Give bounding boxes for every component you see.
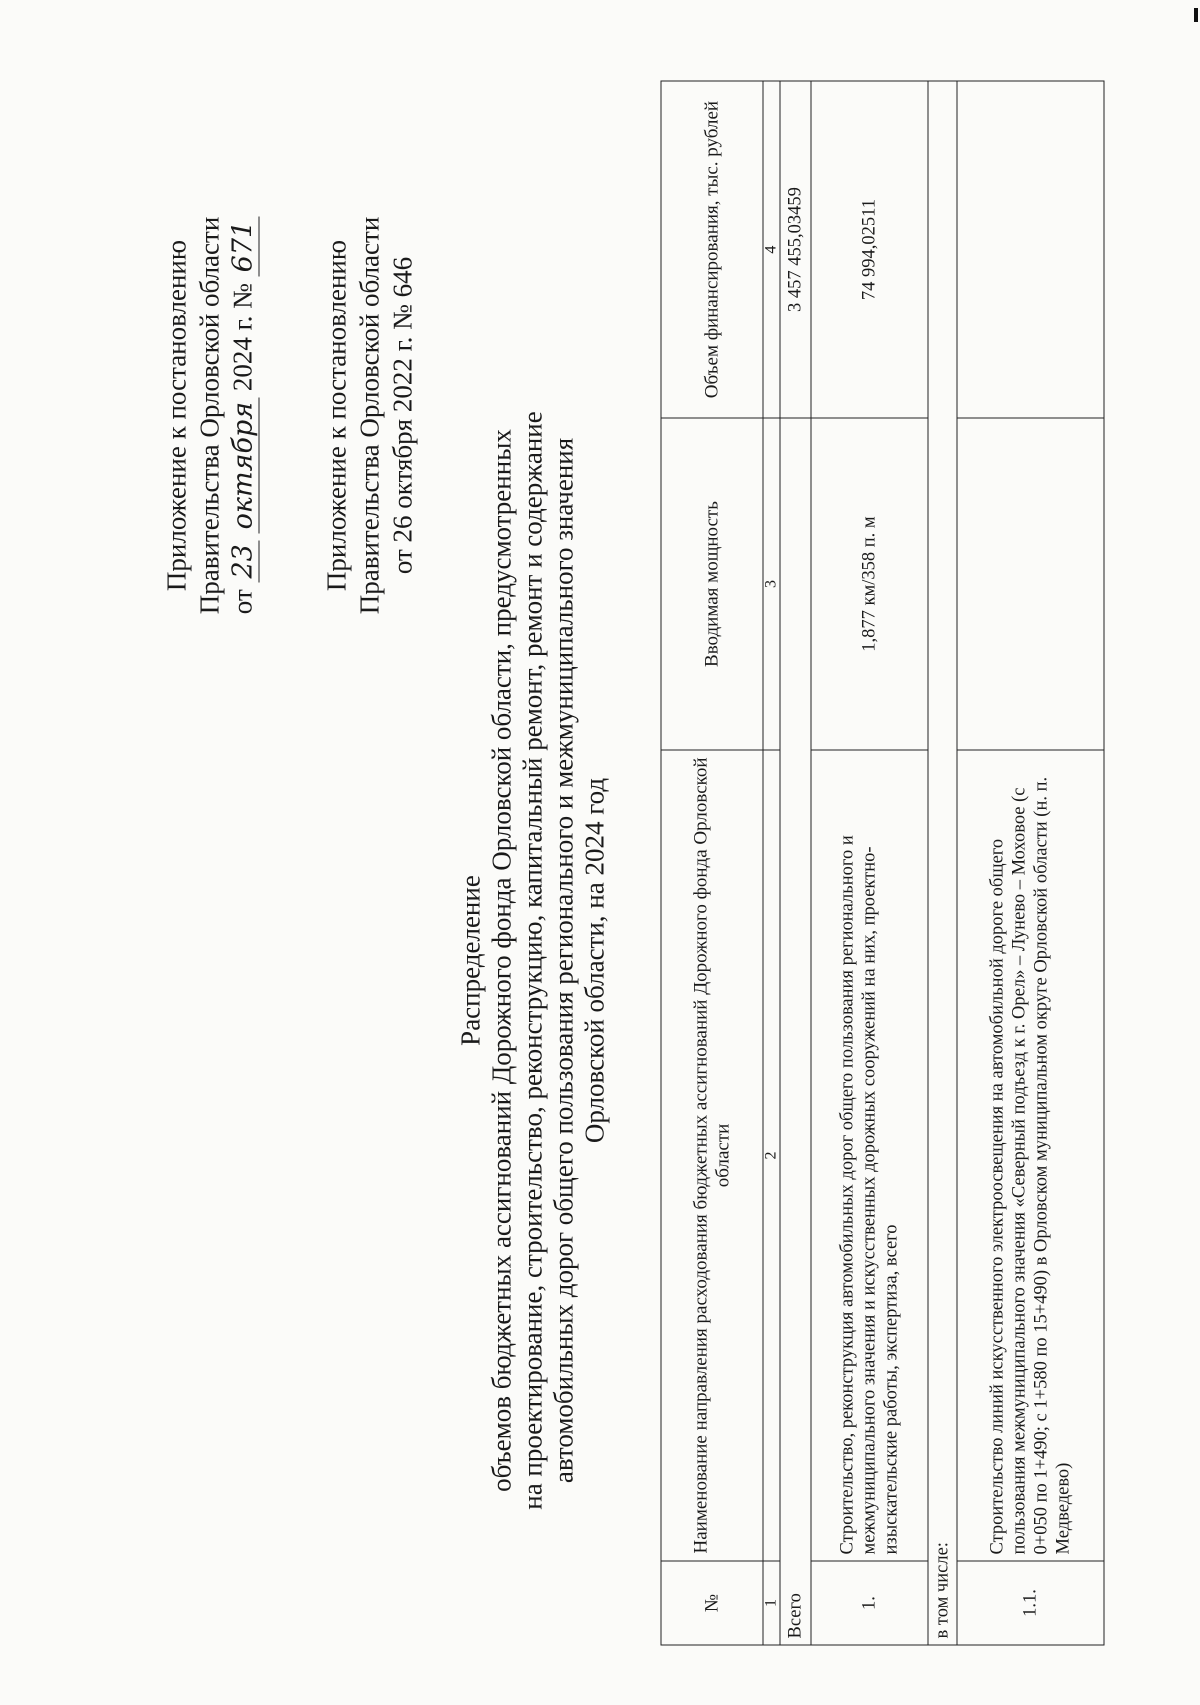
approval-current-line1: Приложение к постановлению: [161, 239, 191, 591]
title-line2: объемов бюджетных ассигнований Дорожного фонда Орловской области, предусмотренных: [486, 428, 516, 1492]
approval-current-date-line: от 23 октября 2024 г. № 671: [226, 125, 259, 705]
colnum-2: 2: [763, 749, 780, 1560]
title-line3: на проектирование, строительство, реконструкцию, капитальный ремонт, ремонт и содержание: [517, 410, 547, 1510]
total-value: 3 457 455,03459: [780, 81, 811, 418]
subrow-name: Строительство линий искусственного электроосвещения на автомобильной дороге общего пользования межмуниципального значения «Северный подъезд к г. Орел» – Лунево – Моховое (с 0+050 по 1+490; с 1+580 по 15+490) в Орловском муниципальном округе Орловской области (н. п. Медведево): [957, 749, 1104, 1560]
table-header-row: [661, 81, 763, 1645]
title-line5: Орловской области, на 2024 год: [579, 777, 609, 1143]
header-num: №: [661, 1560, 763, 1644]
approval-previous-line1: Приложение к постановлению: [321, 239, 351, 591]
column-numbers-row: [763, 81, 780, 1645]
handwritten-month: октября: [227, 397, 259, 533]
title-line1: Распределение: [455, 874, 485, 1046]
approval-current-line2: Правительства Орловской области: [194, 216, 224, 614]
header-name: Наименование направления расходования бюджетных ассигнований Дорожного фонда Орловской области: [661, 749, 763, 1560]
allocation-table: [660, 80, 1104, 1645]
approval-previous: [320, 125, 419, 705]
row-name: Строительство, реконструкция автомобильных дорог общего пользования регионального и межмуниципального значения и искусственных дорожных сооружений на них, проектно-изыскательские работы, экспертиза, всего: [811, 749, 928, 1560]
row-capacity: 1,877 км/358 п. м: [811, 418, 928, 750]
total-label: Всего: [780, 418, 811, 1645]
header-amount: Объем финансирования, тыс. рублей: [661, 81, 763, 418]
colnum-4: 4: [763, 81, 780, 418]
colnum-3: 3: [763, 418, 780, 750]
including-row: [928, 81, 957, 1645]
including-label: в том числе:: [928, 81, 957, 1645]
handwritten-number: 671: [227, 216, 259, 276]
handwritten-day: 23: [227, 540, 259, 582]
approval-current: [160, 125, 259, 705]
colnum-1: 1: [763, 1560, 780, 1644]
total-row: [780, 81, 811, 1645]
subrow-capacity: [957, 418, 1104, 750]
title-line4: автомобильных дорог общего пользования регионального и межмуниципального значения: [548, 437, 578, 1483]
subrow-amount: [957, 81, 1104, 418]
table-row: [957, 81, 1104, 1645]
table-row: [811, 81, 928, 1645]
approval-previous-line2: Правительства Орловской области: [354, 216, 384, 614]
subrow-num: 1.1.: [957, 1560, 1104, 1644]
row-num: 1.: [811, 1560, 928, 1644]
header-capacity: Вводимая мощность: [661, 418, 763, 750]
row-amount: 74 994,02511: [811, 81, 928, 418]
approval-previous-line3: от 26 октября 2022 г. № 646: [387, 256, 417, 574]
document-title: [455, 345, 610, 1575]
